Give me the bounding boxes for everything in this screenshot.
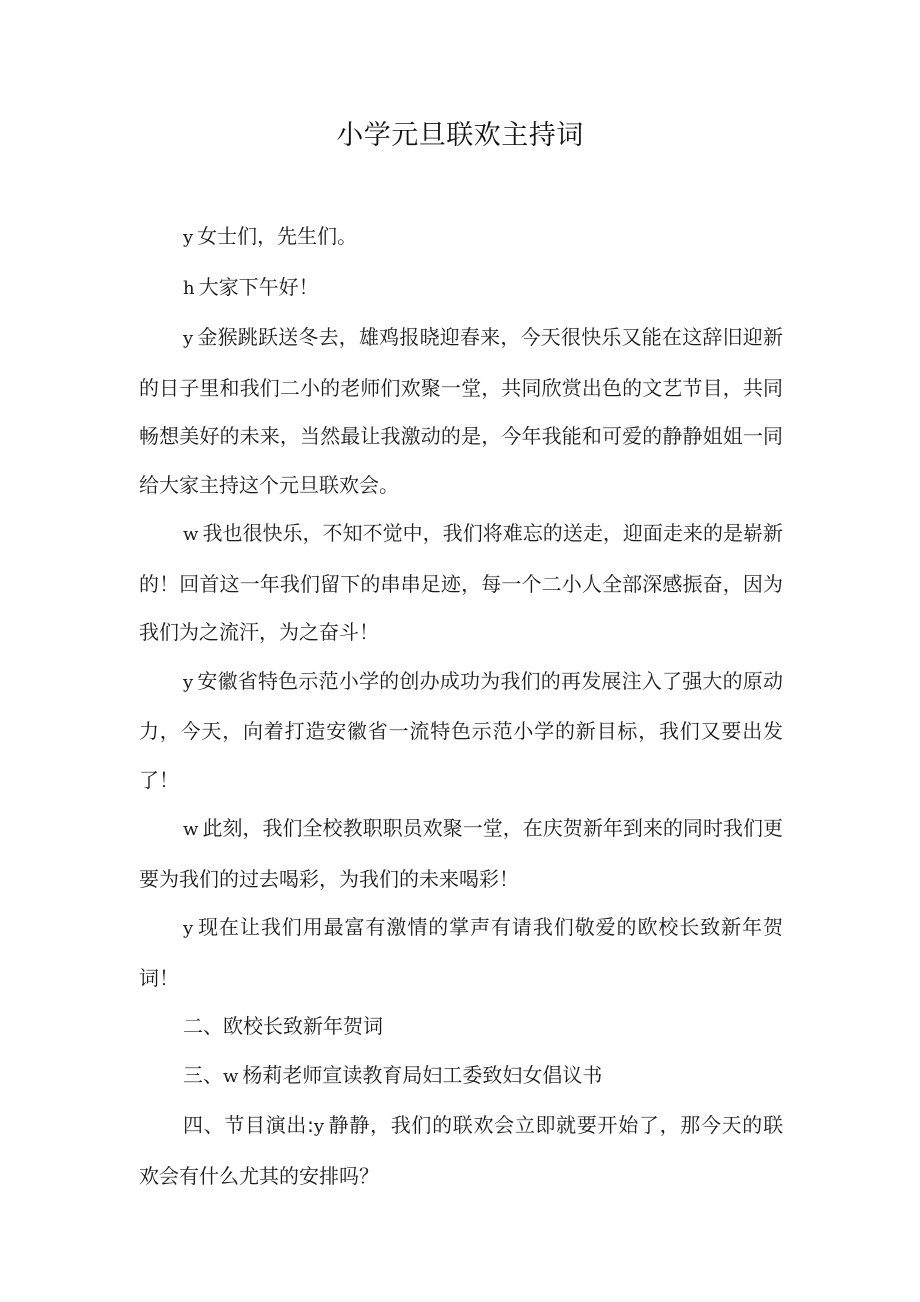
- section-label: 二、欧校长致新年贺词: [183, 1014, 383, 1038]
- document-title: 小学元旦联欢主持词: [336, 120, 584, 151]
- paragraph: [139, 313, 783, 509]
- paragraph-text: 大家下午好！: [198, 274, 319, 299]
- paragraph: [139, 903, 783, 1002]
- speaker-mark: y: [183, 227, 194, 248]
- document-body: [139, 212, 783, 1200]
- speaker-mark: y: [183, 918, 194, 939]
- paragraph-text: 现在让我们用最富有激情的掌声有请我们敬爱的欧校长致新年贺词！: [139, 915, 783, 990]
- speaker-mark: y: [313, 1116, 324, 1137]
- speaker-mark: w: [183, 524, 199, 545]
- speaker-mark: y: [183, 671, 194, 693]
- section-label: 三、: [183, 1062, 223, 1087]
- paragraph: [139, 657, 783, 805]
- paragraph: [139, 804, 783, 903]
- paragraph-text: 此刻，我们全校教职职员欢聚一堂，在庆贺新年到来的同时我们更要为我们的过去喝彩，为我们的未来喝彩！: [139, 816, 783, 891]
- section-label: 四、节目演出:: [183, 1113, 314, 1137]
- speaker-mark: w: [223, 1065, 239, 1087]
- paragraph: [139, 212, 783, 263]
- section-heading-3: [139, 1051, 783, 1102]
- paragraph-text: 金猴跳跃送冬去，雄鸡报晓迎春来，今天很快乐又能在这辞旧迎新的日子里和我们二小的老师们欢聚一堂，共同欣赏出色的文艺节目，共同畅想美好的未来，当然最让我激动的是，今年我能和可爱的静静姐姐一同给大家主持这个元旦联欢会。: [139, 325, 783, 497]
- section-heading-2: [139, 1002, 783, 1051]
- paragraph-text: 静静，我们的联欢会立即就要开始了，那今天的联欢会有什么尤其的安排吗？: [139, 1113, 783, 1188]
- paragraph-text: 女士们，先生们。: [197, 224, 358, 248]
- speaker-mark: w: [183, 819, 199, 840]
- paragraph: [139, 263, 783, 314]
- speaker-mark: y: [183, 328, 194, 349]
- paragraph: [139, 509, 783, 657]
- speaker-mark: h: [183, 277, 195, 299]
- paragraph-text: 我也很快乐，不知不觉中，我们将难忘的送走，迎面走来的是崭新的！回首这一年我们留下的串串足迹，每一个二小人全部深感振奋，因为我们为之流汗，为之奋斗！: [139, 521, 783, 644]
- paragraph-text: 安徽省特色示范小学的创办成功为我们的再发展注入了强大的原动力，今天，向着打造安徽省一流特色示范小学的新目标，我们又要出发了！: [139, 668, 783, 792]
- section-heading-4: [139, 1101, 783, 1200]
- paragraph-text: 杨莉老师宣读教育局妇工委致妇女倡议书: [242, 1062, 603, 1087]
